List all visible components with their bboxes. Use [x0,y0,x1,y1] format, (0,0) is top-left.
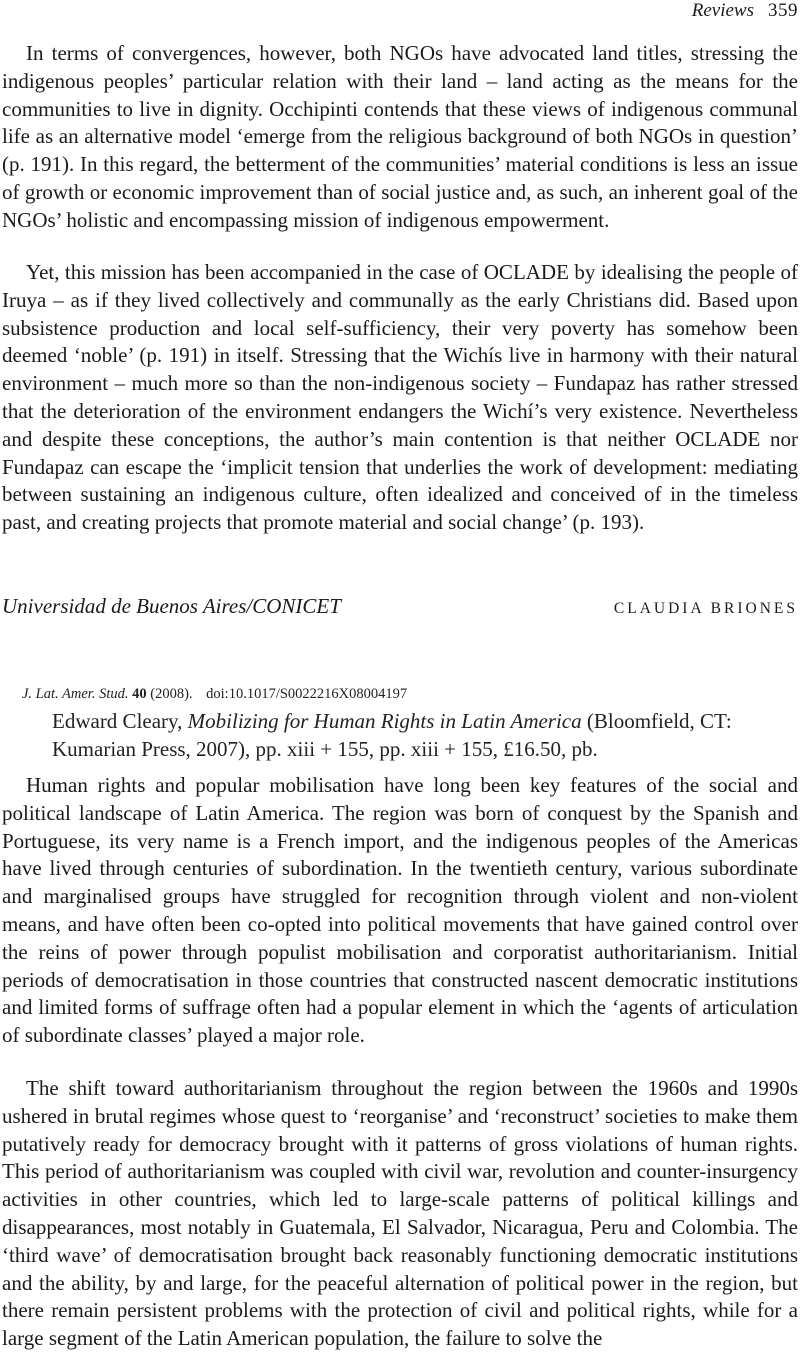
paragraph-authoritarianism [2,1075,798,1353]
paragraph-text: The shift toward authoritarianism throughout the region between the 1960s and 1990s ushered in brutal regimes whose quest to ‘reorganise’ and ‘reconstruct’ societies to make them putatively ready for democracy brought with it patterns of gross violations of human rights. This period of authoritarianism was coupled with civil war, revolution and counter-insurgency activities in other countries, which led to large-scale patterns of political killings and disappearances, most notably in Guatemala, El Salvador, Nicaragua, Peru and Colombia. The ‘third wave’ of democratisation brought back reasonably functioning democratic institutions and the ability, by and large, for the peaceful alternation of political power in the region, but there remain persistent problems with the protection of civil and political rights, while for a large segment of the Latin American population, the failure to solve the [2,1076,798,1351]
citation-line [22,685,407,703]
journal-volume: 40 [132,686,147,702]
book-reference [52,708,798,763]
reviewer-name: CLAUDIA BRIONES [613,600,798,617]
paragraph-human-rights [2,772,798,1050]
journal-abbrev: J. Lat. Amer. Stud. [22,686,129,702]
paragraph-mission [2,259,798,537]
review-signoff [2,593,798,622]
page-number: 359 [768,0,798,21]
journal-year: (2008). [150,686,193,702]
paragraph-text: In terms of convergences, however, both NGOs have advocated land titles, stressing the indigenous peoples’ particular relation with their land – land acting as the means for the communities to live in dignity. Occhipinti contends that these views of indigenous communal life as an alternative model ‘emerge from the religious background of both NGOs in question’ (p. 191). In this regard, the betterment of the communities’ material conditions is less an issue of growth or economic improvement than of social justice and, as such, an inherent goal of the NGOs’ holistic and encompassing mission of indigenous empowerment. [2,41,798,232]
book-title: Mobilizing for Human Rights in Latin America [187,709,582,733]
paragraph-text: Human rights and popular mobilisation have long been key features of the social and political landscape of Latin America. The region was born of conquest by the Spanish and Portuguese, its very name is a French import, and the indigenous peoples of the Americas have lived through centuries of subordination. In the twentieth century, various subordinate and marginalised groups have struggled for recognition through violent and non-violent means, and have often been co-opted into political movements that have gained control over the reins of power through populist mobilisation and corporatist authoritarianism. Initial periods of democratisation in those countries that constructed nascent democratic institutions and limited forms of suffrage often had a popular element in which the ‘agents of articulation of subordinate classes’ played a major role. [2,773,798,1048]
reviewer-affiliation: Universidad de Buenos Aires/CONICET [2,594,341,618]
paragraph-text: Yet, this mission has been accompanied in the case of OCLADE by idealising the people of Iruya – as if they lived collectively and communally as the early Christians did. Based upon subsistence production and local self-sufficiency, their very poverty has somehow been deemed ‘noble’ (p. 191) in itself. Stressing that the Wichís live in harmony with their natural environment – much more so than the non-indigenous society – Fundapaz has rather stressed that the deterioration of the environment endangers the Wichí’s very existence. Nevertheless and despite these conceptions, the author’s main contention is that neither OCLADE nor Fundapaz can escape the ‘implicit tension that underlies the work of development: mediating between sustaining an indigenous culture, often idealized and conceived of in the timeless past, and creating projects that promote material and social change’ (p. 193). [2,260,798,535]
running-head [692,0,798,24]
book-details: (Bloomfield, CT: Kumarian Press, 2007), pp. xiii + 155, pp. xiii + 155, £16.50, pb. [52,709,732,761]
paragraph-convergences [2,40,798,235]
book-author: Edward Cleary, [52,709,183,733]
section-title: Reviews [691,0,754,21]
doi-text: doi:10.1017/S0022216X08004197 [206,686,408,702]
